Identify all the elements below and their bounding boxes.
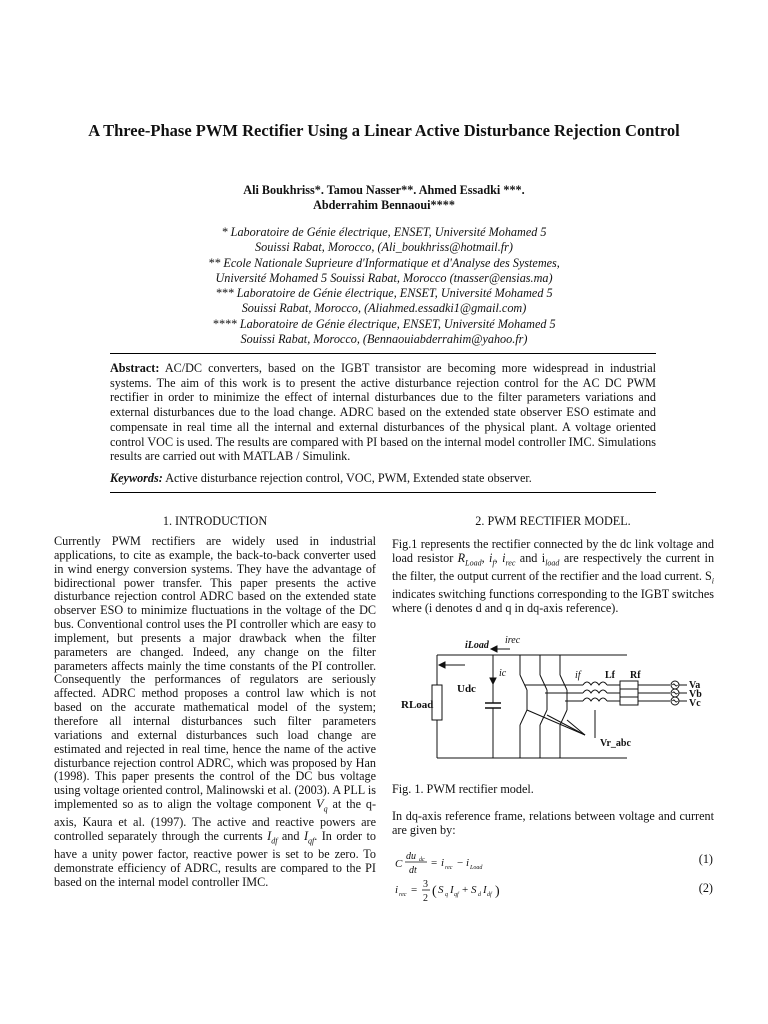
author-line-2: Abderrahim Bennaoui****	[313, 198, 455, 212]
author-line-1: Ali Boukhriss*. Tamou Nasser**. Ahmed Essadki ***.	[243, 183, 525, 197]
svg-text:): )	[495, 884, 500, 899]
vrabc-arrow	[527, 710, 585, 735]
ic-arrowhead	[490, 678, 496, 684]
svg-text:=: =	[411, 884, 418, 896]
intro-text: . In order to have a unity power factor, reactive power is set to be zero. To demonstrate efficiency of ADRC, results are compared to the PI based on the internal model controller IMC.	[54, 829, 376, 890]
svg-text:i: i	[395, 884, 399, 896]
symbol-sub: rec	[505, 558, 516, 568]
symbol-sub: Load	[465, 558, 482, 568]
label-iload: iLoad	[465, 640, 489, 651]
label-vc: Vc	[689, 698, 701, 709]
svg-text:I: I	[483, 884, 487, 896]
equation-2	[395, 877, 713, 907]
section-heading-model: 2. PWM RECTIFIER MODEL.	[475, 514, 631, 528]
symbol-text: V	[316, 797, 324, 812]
svg-text:3: 3	[423, 879, 428, 890]
svg-text:S: S	[471, 884, 477, 896]
svg-text:Load: Load	[470, 865, 483, 871]
affiliations	[90, 225, 678, 347]
svg-text:i: i	[466, 857, 470, 869]
label-vb: Vb	[689, 689, 702, 700]
svg-text:S: S	[438, 884, 444, 896]
svg-text:dc: dc	[419, 857, 425, 863]
load-resistor	[432, 685, 442, 720]
affiliation-line: **** Laboratoire de Génie électrique, ENSET, Université Mohamed 5	[212, 316, 556, 331]
symbol-sub: df	[271, 836, 278, 846]
keywords-text: Active disturbance rejection control, VOC, PWM, Extended state observer.	[165, 471, 532, 485]
keywords-label: Keywords:	[110, 471, 163, 485]
svg-text:i: i	[441, 857, 445, 869]
switch-legs	[520, 655, 567, 758]
svg-text:qf: qf	[454, 892, 459, 898]
svg-text:I: I	[450, 884, 454, 896]
iload-arrowhead	[439, 662, 445, 668]
equation-1	[395, 848, 713, 878]
paper-title: A Three-Phase PWM Rectifier Using a Linear Active Disturbance Rejection Control	[88, 121, 680, 140]
intro-text: Currently PWM rectifiers are widely used in industrial applications, to cite as example, the back-to-back converter used in wind energy conversion systems. They have the advantage of bidirectional power transfer. This paper presents the active disturbance rejection control ADRC based on the extended state observer ESO to minimize fluctuations in the voltage of the DC bus. Conventional control uses the PI controller which are easy to implement, but presents a major drawback when the filter parameters are changed. Indeed, any change on the filter parameters affects mainly the time constants of the PI controller. Consequently the performances of regulators are seriously affected. ADRC method proposes a control law which is not based on the accurate mathematical model of the system; therefore all internal disturbances such filter parameters variations and external disturbances such load change are estimated and rejected in real time, hence the name of the active disturbance rejection control ADRC, which was proposed by Han (1998). This paper presents the control of the DC bus voltage using voltage oriented control, Malinowski et al. (2003). A PLL is implemented so as to align the voltage component	[54, 534, 376, 812]
symbol-vq	[316, 797, 328, 814]
svg-text:−: −	[457, 857, 464, 869]
svg-text:(: (	[432, 884, 437, 899]
svg-text:2: 2	[423, 893, 428, 904]
svg-text:=: =	[431, 857, 438, 869]
symbol-sub: q	[323, 804, 328, 814]
svg-text:du: du	[406, 851, 416, 862]
affiliation-line: Souissi Rabat, Morocco, (Bennaouiabderrahim@yahoo.fr)	[240, 332, 528, 347]
equation-number: (1)	[698, 852, 713, 866]
section-heading-introduction: 1. INTRODUCTION	[162, 514, 268, 528]
symbol-text: R	[457, 550, 466, 565]
introduction-body	[54, 535, 376, 890]
affiliation-line: ** Ecole Nationale Suprieure d'Informatique et d'Analyse des Systemes,	[208, 255, 560, 270]
model-text: , i	[494, 550, 506, 565]
intro-text: and	[281, 829, 300, 844]
equation-number: (2)	[698, 881, 713, 895]
ac-sources	[671, 681, 687, 705]
equation-1-formula	[395, 848, 575, 878]
abstract-text: AC/DC converters, based on the IGBT transistor are becoming more widespread in industrial systems. The aim of this work is to present the active disturbance rejection control for the AC DC PWM rectifier in order to minimize the effect of internal disturbances due to the filter parameters variations and external disturbances due to the load change. ADRC based on the extended state observer ESO estimate and compensate in real time all the internal and external disturbances of the physical plant. A voltage oriented control VOC is used. The results are compared with PI based on the internal model controller IMC. Simulations results are carried out with MATLAB / Simulink.	[110, 361, 656, 464]
model-text: and i	[519, 550, 546, 565]
svg-text:q: q	[445, 892, 448, 898]
inductor-lf	[583, 682, 607, 701]
symbol-sub: qf	[308, 836, 315, 846]
svg-text:C: C	[395, 858, 403, 870]
affiliation-line: Souissi Rabat, Morocco, (Ali_boukhriss@hotmail.fr)	[255, 240, 513, 255]
model-text: , i	[481, 550, 493, 565]
label-rf: Rf	[630, 670, 641, 681]
label-udc: Udc	[457, 683, 476, 695]
symbol-text: I	[303, 829, 308, 844]
svg-text:rec: rec	[399, 892, 407, 898]
model-text: Fig.1 represents the rectifier connected by the dc link voltage and load resistor	[392, 537, 714, 565]
label-rload: RLoad	[401, 699, 434, 711]
symbol-rload	[457, 550, 482, 568]
resistor-rf	[607, 681, 670, 705]
model-text: are respectively the current in the filter, the output current of the rectifier and the load current. S	[392, 550, 715, 584]
label-irec: irec	[505, 635, 521, 646]
affiliation-line: * Laboratoire de Génie électrique, ENSET, Université Mohamed 5	[221, 225, 547, 239]
label-vrabc: Vr_abc	[600, 738, 631, 749]
label-va: Va	[689, 680, 701, 691]
pwm-rectifier-circuit-diagram	[395, 630, 715, 775]
affiliation-line: Université Mohamed 5 Souissi Rabat, Morocco (tnasser@ensias.ma)	[215, 270, 553, 285]
symbol-sub: load	[545, 558, 560, 568]
model-text: indicates switching functions corresponding to the IGBT switches where (i denotes d and q in dq-axis reference).	[392, 587, 714, 616]
svg-text:df: df	[487, 892, 492, 898]
dq-text: In dq-axis reference frame, relations between voltage and current are given by:	[392, 809, 714, 838]
symbol-sub: f	[492, 558, 495, 568]
label-lf: Lf	[605, 670, 615, 681]
figure-caption: Fig. 1. PWM rectifier model.	[392, 782, 534, 796]
svg-text:rec: rec	[445, 865, 453, 871]
symbol-idf	[267, 829, 278, 846]
affiliation-line: Souissi Rabat, Morocco, (Aliahmed.essadki1@gmail.com)	[241, 301, 527, 316]
symbol-sub: i	[711, 576, 714, 586]
svg-text:d: d	[478, 892, 481, 898]
label-if: if	[575, 670, 581, 681]
keywords	[110, 471, 656, 485]
model-body	[392, 538, 714, 616]
vrabc-arrow	[547, 715, 585, 735]
svg-text:dt: dt	[409, 865, 417, 876]
irec-arrowhead	[491, 646, 497, 652]
abstract-label: Abstract:	[110, 361, 160, 375]
affiliation-line: *** Laboratoire de Génie électrique, ENSET, Université Mohamed 5	[215, 286, 553, 301]
svg-text:+: +	[462, 884, 469, 896]
equation-2-formula	[395, 877, 575, 907]
intro-text: at the q-axis, Kaura et al. (1997). The active and reactive powers are controlled separately through the currents	[54, 797, 377, 844]
symbol-text: I	[267, 829, 272, 844]
abstract	[110, 361, 656, 464]
author-list	[100, 183, 668, 213]
label-ic: ic	[499, 668, 507, 679]
symbol-iqf	[303, 829, 315, 846]
